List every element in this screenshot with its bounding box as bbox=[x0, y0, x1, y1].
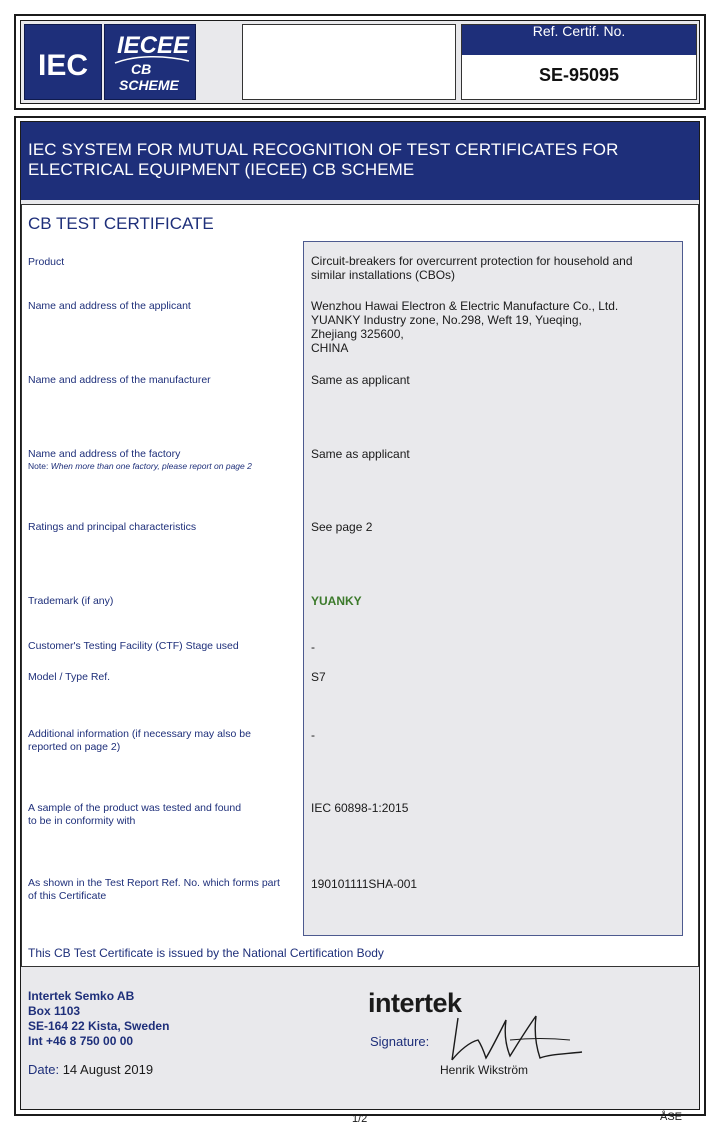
factory-note-text: When more than one factory, please report on page 2 bbox=[50, 461, 252, 471]
value-test-report: 190101111SHA-001 bbox=[311, 877, 418, 891]
label-additional-info-line-1: Additional information (if necessary may also be bbox=[28, 728, 251, 740]
label-factory: Name and address of the factory bbox=[28, 448, 181, 460]
iecee-logo-text: IECEE bbox=[116, 32, 190, 59]
issue-date-value: 14 August 2019 bbox=[62, 1062, 154, 1077]
handwritten-signature-icon bbox=[440, 1010, 590, 1066]
label-ctf-stage: Customer's Testing Facility (CTF) Stage used bbox=[28, 640, 239, 652]
label-product: Product bbox=[28, 256, 65, 268]
page-number: 1/2 bbox=[352, 1113, 368, 1125]
label-applicant: Name and address of the applicant bbox=[28, 300, 191, 312]
certificate-heading: CB TEST CERTIFICATE bbox=[28, 214, 214, 233]
label-manufacturer: Name and address of the manufacturer bbox=[28, 374, 211, 386]
label-ratings: Ratings and principal characteristics bbox=[28, 521, 197, 533]
label-trademark: Trademark (if any) bbox=[28, 595, 114, 607]
iec-logo bbox=[24, 24, 102, 100]
iec-logo-icon bbox=[25, 25, 101, 99]
value-product bbox=[311, 254, 633, 282]
cb-logo-text: CB bbox=[131, 61, 152, 77]
label-test-report-line-2: of this Certificate bbox=[28, 890, 107, 902]
value-model: S7 bbox=[311, 670, 326, 684]
scheme-title bbox=[28, 140, 688, 180]
factory-note-prefix: Note: bbox=[28, 461, 49, 471]
header-blank-box bbox=[242, 24, 456, 100]
issue-date bbox=[28, 1062, 153, 1077]
label-conformity bbox=[28, 802, 241, 828]
scheme-logo-text: SCHEME bbox=[119, 77, 179, 93]
scheme-title-line-1: IEC SYSTEM FOR MUTUAL RECOGNITION OF TEST CERTIFICATES FOR bbox=[28, 140, 619, 159]
issue-date-label: Date: bbox=[28, 1062, 60, 1077]
iecee-cb-scheme-logo bbox=[104, 24, 196, 100]
label-conformity-line-2: to be in conformity with bbox=[28, 815, 136, 827]
value-ratings: See page 2 bbox=[311, 520, 373, 534]
signature-label: Signature: bbox=[370, 1034, 430, 1049]
value-product-line-1: Circuit-breakers for overcurrent protection for household and bbox=[311, 254, 633, 268]
value-ctf-stage: - bbox=[311, 640, 315, 654]
iec-logo-text: IEC bbox=[37, 49, 89, 82]
intertek-logo: intertek bbox=[368, 988, 462, 1018]
issuer-name: Intertek Semko AB bbox=[28, 989, 135, 1003]
label-conformity-line-1: A sample of the product was tested and found bbox=[28, 802, 242, 814]
scheme-title-line-2: ELECTRICAL EQUIPMENT (IECEE) CB SCHEME bbox=[28, 160, 415, 179]
page-code: ÅSE bbox=[660, 1111, 683, 1123]
label-test-report bbox=[28, 877, 280, 903]
value-applicant-line-3: Zhejiang 325600, bbox=[311, 327, 404, 341]
issuer-city: SE-164 22 Kista, Sweden bbox=[28, 1019, 170, 1033]
factory-note bbox=[28, 460, 252, 472]
iecee-logo-icon bbox=[105, 25, 195, 99]
value-manufacturer: Same as applicant bbox=[311, 373, 410, 387]
label-additional-info-line-2: reported on page 2) bbox=[28, 741, 121, 753]
value-applicant-line-2: YUANKY Industry zone, No.298, Weft 19, Yueqing, bbox=[311, 313, 582, 327]
value-product-line-2: similar installations (CBOs) bbox=[311, 268, 456, 282]
issuer-address bbox=[28, 989, 169, 1049]
signer-name: Henrik Wikström bbox=[440, 1063, 529, 1077]
issued-by-statement: This CB Test Certificate is issued by the National Certification Body bbox=[28, 946, 384, 960]
value-applicant bbox=[311, 299, 618, 355]
value-applicant-line-4: CHINA bbox=[311, 341, 349, 355]
issuer-box: Box 1103 bbox=[28, 1004, 81, 1018]
label-additional-info bbox=[28, 728, 251, 754]
value-applicant-line-1: Wenzhou Hawai Electron & Electric Manufacture Co., Ltd. bbox=[311, 299, 619, 313]
value-additional-info: - bbox=[311, 728, 315, 742]
label-model: Model / Type Ref. bbox=[28, 671, 111, 683]
issuer-phone: Int +46 8 750 00 00 bbox=[28, 1034, 134, 1048]
value-standard: IEC 60898-1:2015 bbox=[311, 801, 409, 815]
label-test-report-line-1: As shown in the Test Report Ref. No. which forms part bbox=[28, 877, 280, 889]
ref-certificate-number: SE-95095 bbox=[538, 65, 620, 85]
value-factory: Same as applicant bbox=[311, 447, 410, 461]
value-trademark: YUANKY bbox=[311, 594, 362, 608]
ref-certificate-label: Ref. Certif. No. bbox=[462, 25, 696, 55]
